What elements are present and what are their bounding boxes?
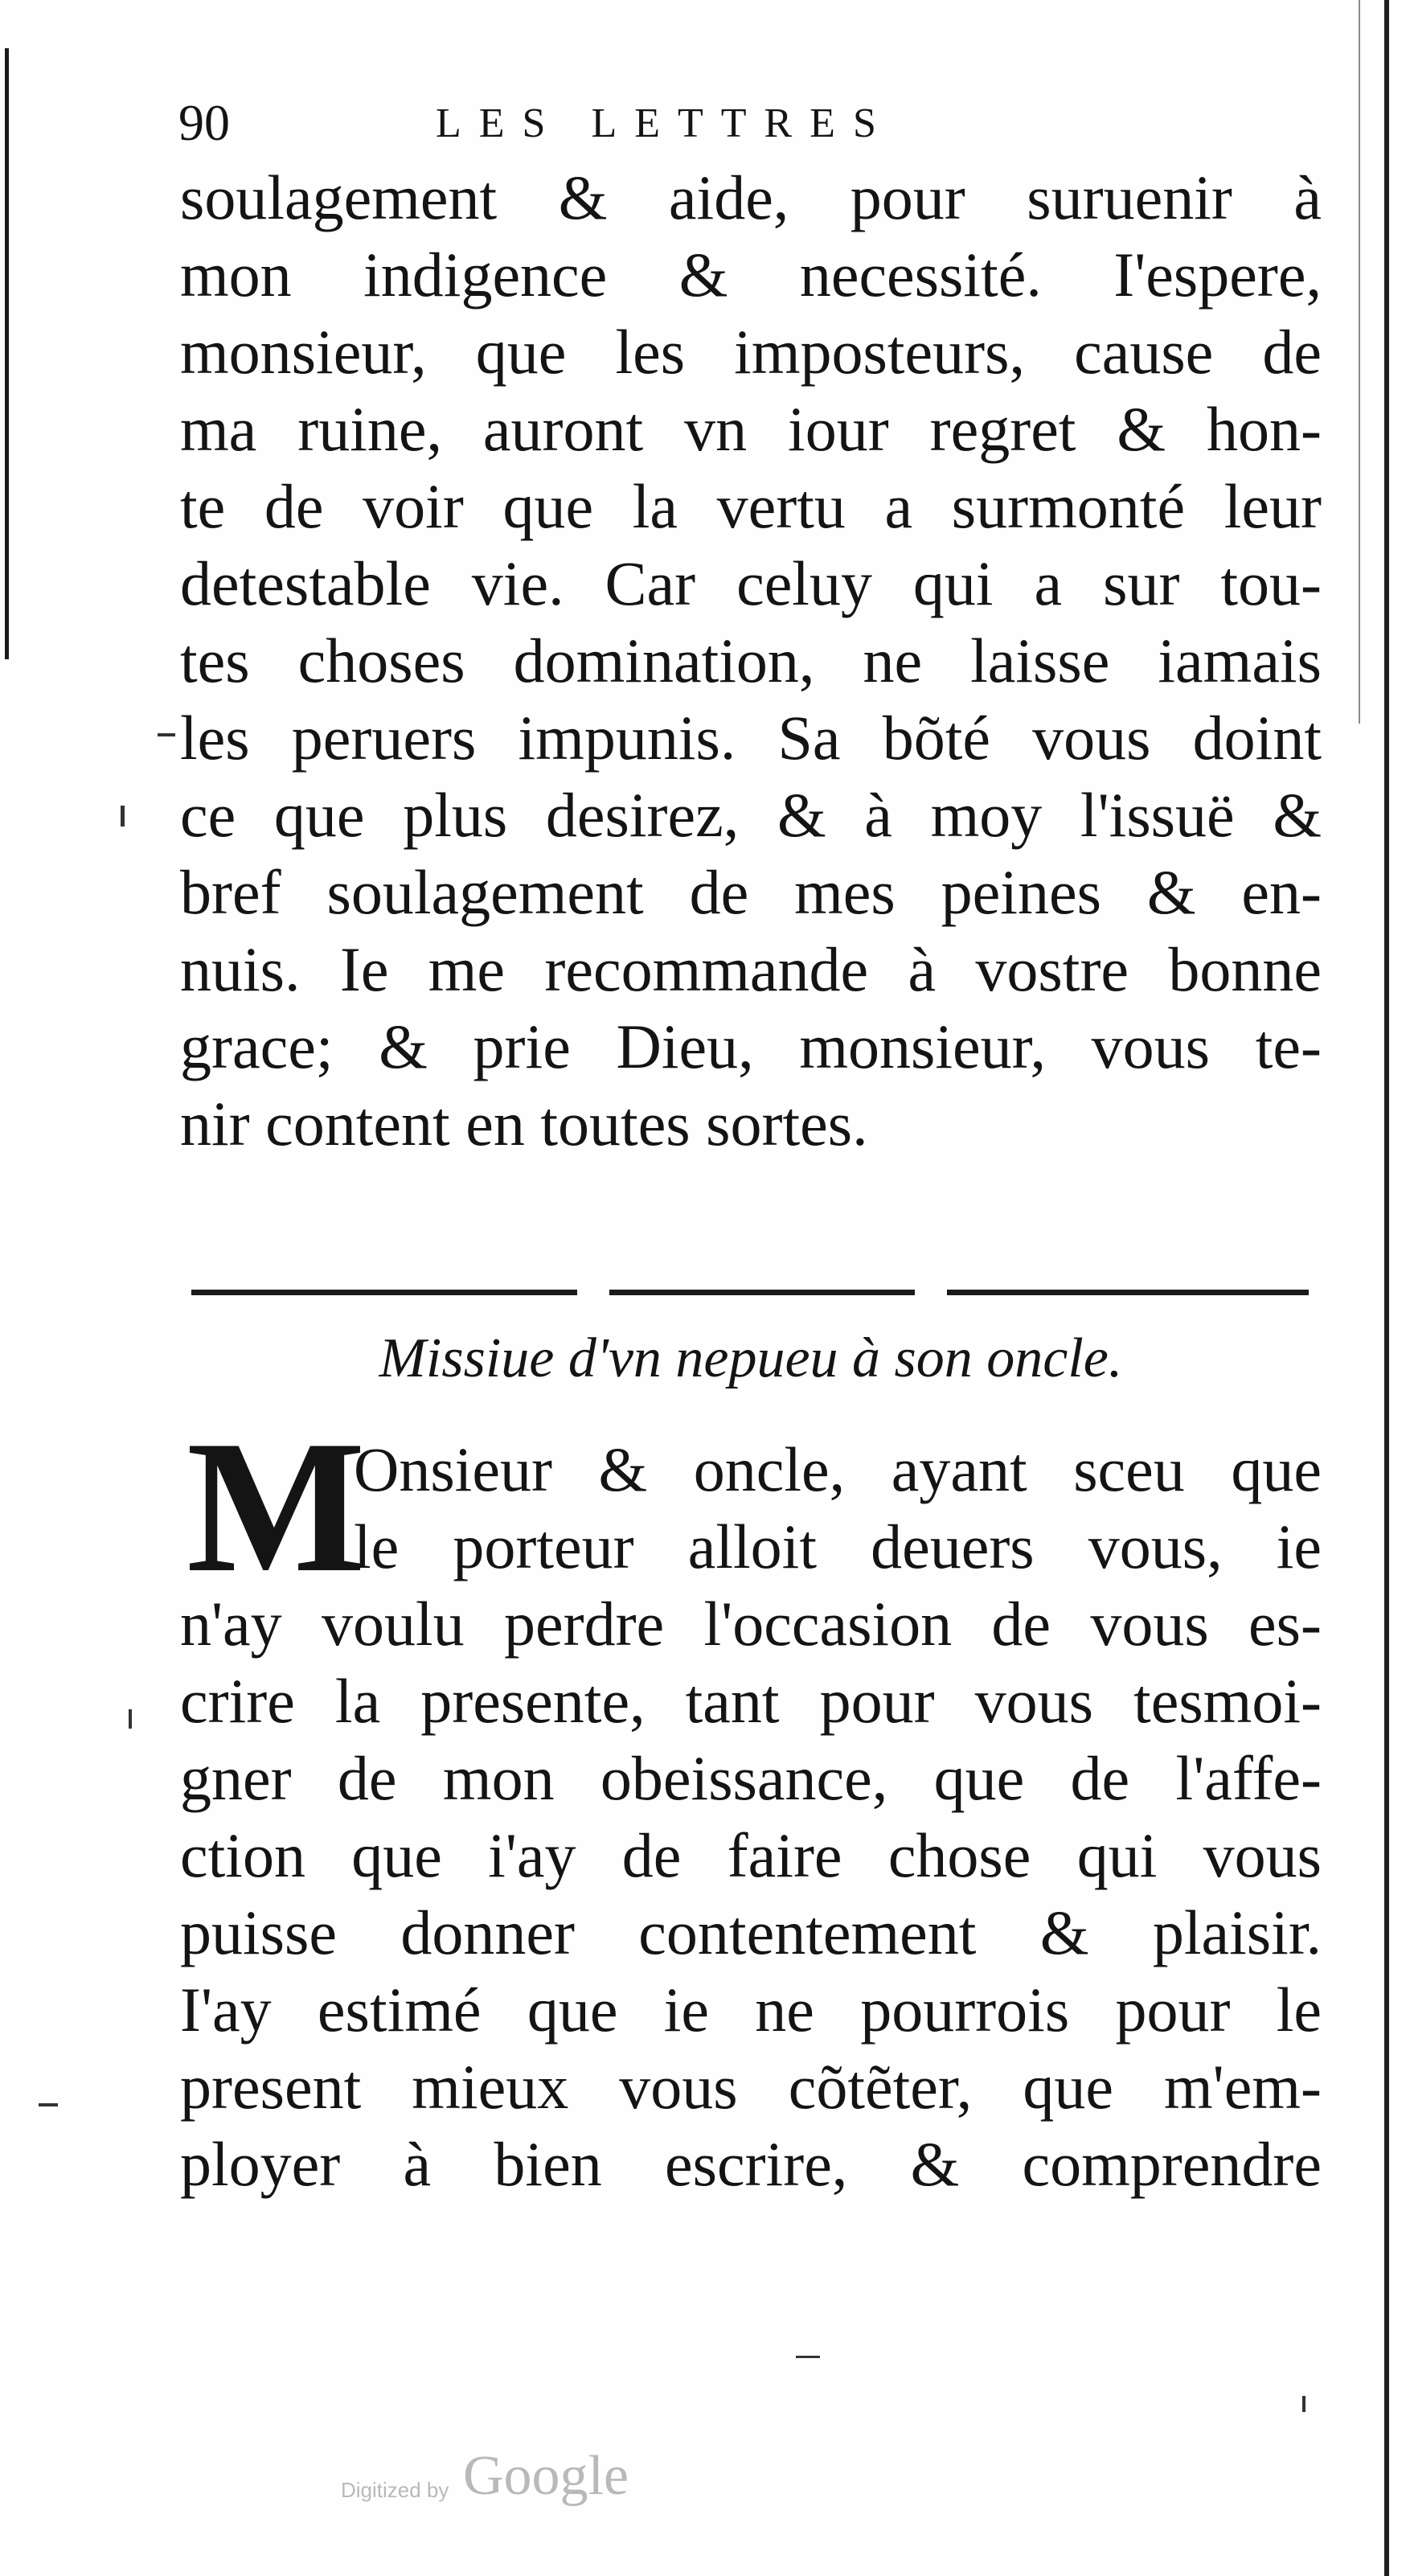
text-line: ce que plus desirez, & à moy l'issuë & xyxy=(180,780,1322,850)
running-head xyxy=(178,87,1320,159)
text-line: nir content en toutes sortes. xyxy=(180,1089,868,1159)
divider-rule xyxy=(609,1290,915,1295)
text-line: ction que i'ay de faire chose qui vous xyxy=(180,1820,1322,1890)
text-line: grace; & prie Dieu, monsieur, vous te- xyxy=(180,1011,1322,1081)
letter-body-bottom xyxy=(180,1585,1322,2203)
divider-rule xyxy=(191,1290,577,1295)
text-line: n'ay voulu perdre l'occasion de vous es- xyxy=(180,1589,1322,1659)
scan-speck xyxy=(121,806,125,827)
text-line: gner de mon obeissance, que de l'affe- xyxy=(180,1743,1322,1813)
scan-speck xyxy=(158,733,175,736)
google-logo: Google xyxy=(463,2445,629,2507)
page-edge-shadow xyxy=(1359,0,1360,724)
text-line: monsieur, que les imposteurs, cause de xyxy=(180,317,1322,387)
running-title: LES LETTRES xyxy=(436,100,894,146)
scan-speck xyxy=(1302,2396,1305,2412)
binding-edge-left xyxy=(5,48,9,659)
drop-cap: M xyxy=(186,1402,366,1612)
text-line: I'ay estimé que ie ne pourrois pour le xyxy=(180,1975,1322,2045)
text-line: detestable vie. Car celuy qui a sur tou- xyxy=(180,548,1322,618)
section-divider xyxy=(191,1285,1309,1301)
text-line: le porteur alloit deuers vous, ie xyxy=(354,1512,1322,1581)
section-title: Missiue d'vn nepueu à son oncle. xyxy=(379,1327,1123,1389)
text-line: crire la presente, tant pour vous tesmoi- xyxy=(180,1666,1322,1736)
text-line: les peruers impunis. Sa bõté vous doint xyxy=(180,703,1322,773)
text-line: present mieux vous cõtẽter, que m'em- xyxy=(180,2052,1322,2122)
page-number: 90 xyxy=(178,94,230,151)
text-line: ployer à bien escrire, & comprendre xyxy=(180,2129,1322,2199)
text-line: bref soulagement de mes peines & en- xyxy=(180,857,1322,927)
scan-speck xyxy=(796,2356,820,2358)
text-line: soulagement & aide, pour suruenir à xyxy=(180,162,1322,232)
divider-rule xyxy=(947,1290,1309,1295)
letter-opening-indented xyxy=(354,1431,1322,1585)
watermark-prefix: Digitized by xyxy=(341,2478,449,2502)
text-line: Onsieur & oncle, ayant sceu que xyxy=(354,1434,1322,1504)
scan-speck xyxy=(39,2103,58,2106)
text-line: puisse donner contentement & plaisir. xyxy=(180,1897,1322,1967)
text-line: tes choses domination, ne laisse iamais xyxy=(180,626,1322,695)
scan-speck xyxy=(129,1709,132,1729)
text-line: ma ruine, auront vn iour regret & hon- xyxy=(180,394,1322,464)
text-line: te de voir que la vertu a surmonté leur xyxy=(180,471,1322,541)
letter-body-top xyxy=(180,159,1322,1163)
text-line: mon indigence & necessité. I'espere, xyxy=(180,240,1322,310)
page-edge-right xyxy=(1384,0,1389,2576)
text-line: nuis. Ie me recommande à vostre bonne xyxy=(180,934,1322,1004)
